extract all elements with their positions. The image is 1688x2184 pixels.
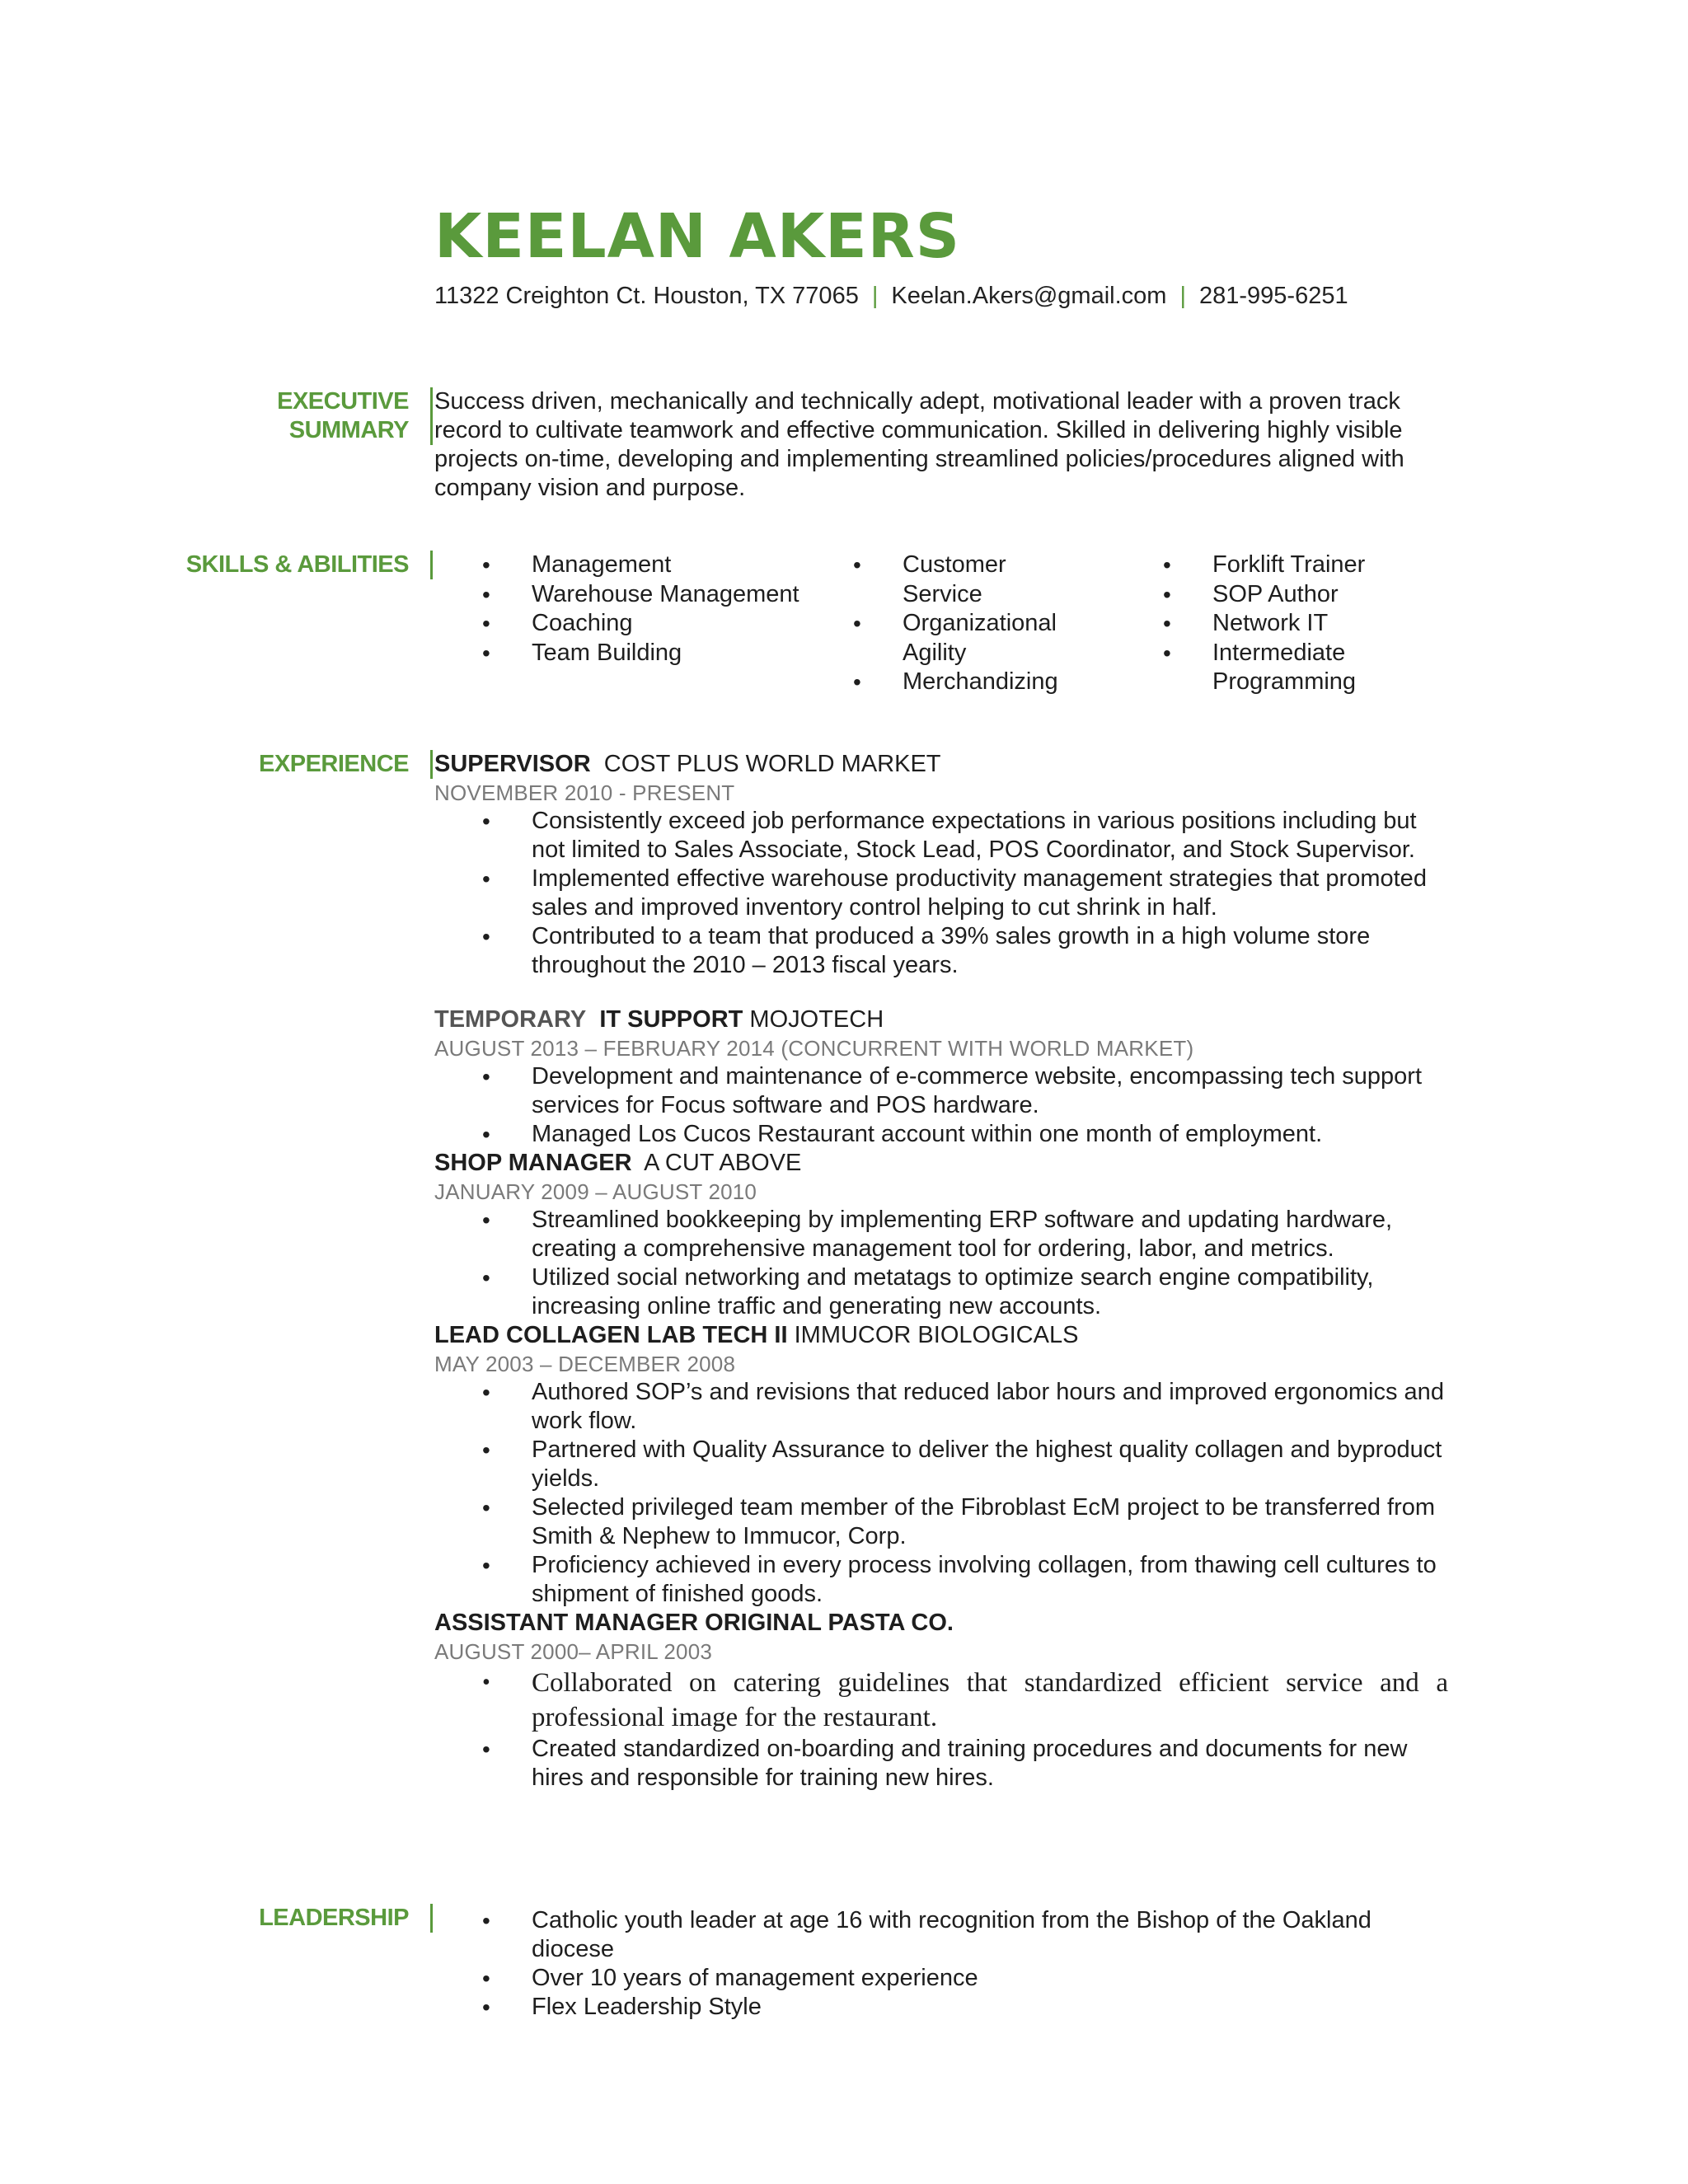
- job-entry: [434, 1321, 1448, 1609]
- job-bullets: [434, 1378, 1448, 1609]
- job-entry: [434, 1149, 1448, 1321]
- skill-item: • Warehouse Management: [434, 580, 814, 610]
- job-company: A CUT ABOVE: [644, 1150, 802, 1176]
- section-label-summary: [277, 387, 433, 445]
- job-title: [434, 750, 1448, 779]
- skill-item: • Network IT: [1115, 609, 1428, 639]
- contact-line: [434, 283, 1348, 310]
- job-role: IT SUPPORT: [599, 1006, 743, 1033]
- skill-item: • Team Building: [434, 639, 814, 668]
- skill-item: • Intermediate Programming: [1115, 639, 1428, 697]
- job-title: [434, 1321, 1448, 1350]
- job-role: LEAD COLLAGEN LAB TECH II: [434, 1322, 788, 1348]
- bullet-item: • Catholic youth leader at age 16 with recognition from the Bishop of the Oakland diocese: [434, 1906, 1448, 1964]
- bullet-item: • Consistently exceed job performance expectations in various positions including but not limited to Sales Associate, Stock Lead, POS Coordinator, and Stock Supervisor.: [434, 807, 1448, 865]
- bullet-item: • Implemented effective warehouse productivity management strategies that promoted sales and improved inventory control helping to cut shrink in half.: [434, 865, 1448, 922]
- label-line: EXECUTIVE: [277, 388, 409, 415]
- bullet-item: • Proficiency achieved in every process involving collagen, from thawing cell cultures to shipment of finished goods.: [434, 1551, 1448, 1609]
- bullet-item: • Flex Leadership Style: [434, 1993, 1448, 2022]
- job-role: ASSISTANT MANAGER ORIGINAL PASTA CO.: [434, 1610, 954, 1636]
- separator: |: [871, 283, 879, 309]
- bullet-item: • Authored SOP’s and revisions that reduced labor hours and improved ergonomics and work flow.: [434, 1378, 1448, 1436]
- leadership-bullets: [434, 1906, 1448, 2022]
- summary-text: Success driven, mechanically and technically adept, motivational leader with a proven track record to cultivate teamwork and effective communication. Skilled in delivering highly visible projects on-time, developing and implementing streamlined policies/procedures aligned with company vision and purpose.: [434, 388, 1404, 501]
- job-bullets: [434, 1206, 1448, 1321]
- bullet-item: • Collaborated on catering guidelines that standardized efficient service and a professional image for the restaurant.: [434, 1666, 1448, 1735]
- job-company: IMMUCOR BIOLOGICALS: [794, 1322, 1079, 1348]
- job-title: [434, 1005, 1448, 1034]
- section-label-skills: SKILLS & ABILITIES: [186, 551, 433, 579]
- bullet-item: • Over 10 years of management experience: [434, 1964, 1448, 1993]
- section-label-leadership: LEADERSHIP: [259, 1904, 433, 1933]
- bullet-item: • Streamlined bookkeeping by implementing ERP software and updating hardware, creating a comprehensive management tool for ordering, labor, and metrics.: [434, 1206, 1448, 1263]
- job-company: MOJOTECH: [749, 1006, 884, 1033]
- job-title: [434, 1149, 1448, 1178]
- skill-item: • Customer Service: [805, 551, 1085, 609]
- bullet-item: • Partnered with Quality Assurance to deliver the highest quality collagen and byproduct yields.: [434, 1436, 1448, 1493]
- bullet-item: • Selected privileged team member of the Fibroblast EcM project to be transferred from Smith & Nephew to Immucor, Corp.: [434, 1493, 1448, 1551]
- email: Keelan.Akers@gmail.com: [891, 283, 1167, 309]
- bullet-item: • Utilized social networking and metatags to optimize search engine compatibility, increasing online traffic and generating new accounts.: [434, 1263, 1448, 1321]
- skill-item: • Coaching: [434, 609, 814, 639]
- skills-column: [805, 551, 1085, 697]
- job-dates: AUGUST 2013 – FEBRUARY 2014 (CONCURRENT WITH WORLD MARKET): [434, 1036, 1194, 1061]
- experience-section: [434, 750, 1448, 1793]
- job-dates: NOVEMBER 2010 - PRESENT: [434, 780, 735, 805]
- leadership-section: [434, 1906, 1448, 2022]
- skills-column: [1115, 551, 1428, 697]
- skill-item: • SOP Author: [1115, 580, 1428, 610]
- job-entry: [434, 1005, 1448, 1149]
- job-title: [434, 1609, 1448, 1638]
- address: 11322 Creighton Ct. Houston, TX 77065: [434, 283, 859, 309]
- job-company: COST PLUS WORLD MARKET: [603, 751, 941, 777]
- separator: |: [1179, 283, 1186, 309]
- job-dates: MAY 2003 – DECEMBER 2008: [434, 1352, 736, 1376]
- bullet-item: • Created standardized on-boarding and training procedures and documents for new hires and responsible for training new hires.: [434, 1735, 1448, 1793]
- label-line: SUMMARY: [288, 417, 409, 443]
- job-dates: JANUARY 2009 – AUGUST 2010: [434, 1179, 757, 1204]
- job-role: SUPERVISOR: [434, 751, 591, 777]
- job-bullets: [434, 1062, 1448, 1149]
- job-role-prefix: TEMPORARY: [434, 1006, 587, 1033]
- spacer: [434, 980, 1448, 1005]
- skill-item: • Forklift Trainer: [1115, 551, 1428, 580]
- skills-column: [434, 551, 814, 668]
- summary-section: [434, 387, 1448, 503]
- skill-item: • Management: [434, 551, 814, 580]
- section-label-experience: EXPERIENCE: [259, 750, 433, 779]
- phone: 281-995-6251: [1199, 283, 1348, 309]
- skill-item: • Organizational Agility: [805, 609, 1085, 668]
- job-role: SHOP MANAGER: [434, 1150, 632, 1176]
- bullet-item: • Development and maintenance of e-commerce website, encompassing tech support services for Focus software and POS hardware.: [434, 1062, 1448, 1120]
- bullet-item: • Contributed to a team that produced a 39% sales growth in a high volume store throughout the 2010 – 2013 fiscal years.: [434, 922, 1448, 980]
- job-entry: [434, 750, 1448, 980]
- bullet-item: • Managed Los Cucos Restaurant account within one month of employment.: [434, 1120, 1448, 1149]
- job-bullets: [434, 1666, 1448, 1793]
- skill-item: • Merchandizing: [805, 668, 1085, 697]
- job-entry: [434, 1609, 1448, 1793]
- candidate-name: KEELAN AKERS: [434, 201, 961, 272]
- job-dates: AUGUST 2000– APRIL 2003: [434, 1639, 713, 1664]
- job-bullets: [434, 807, 1448, 980]
